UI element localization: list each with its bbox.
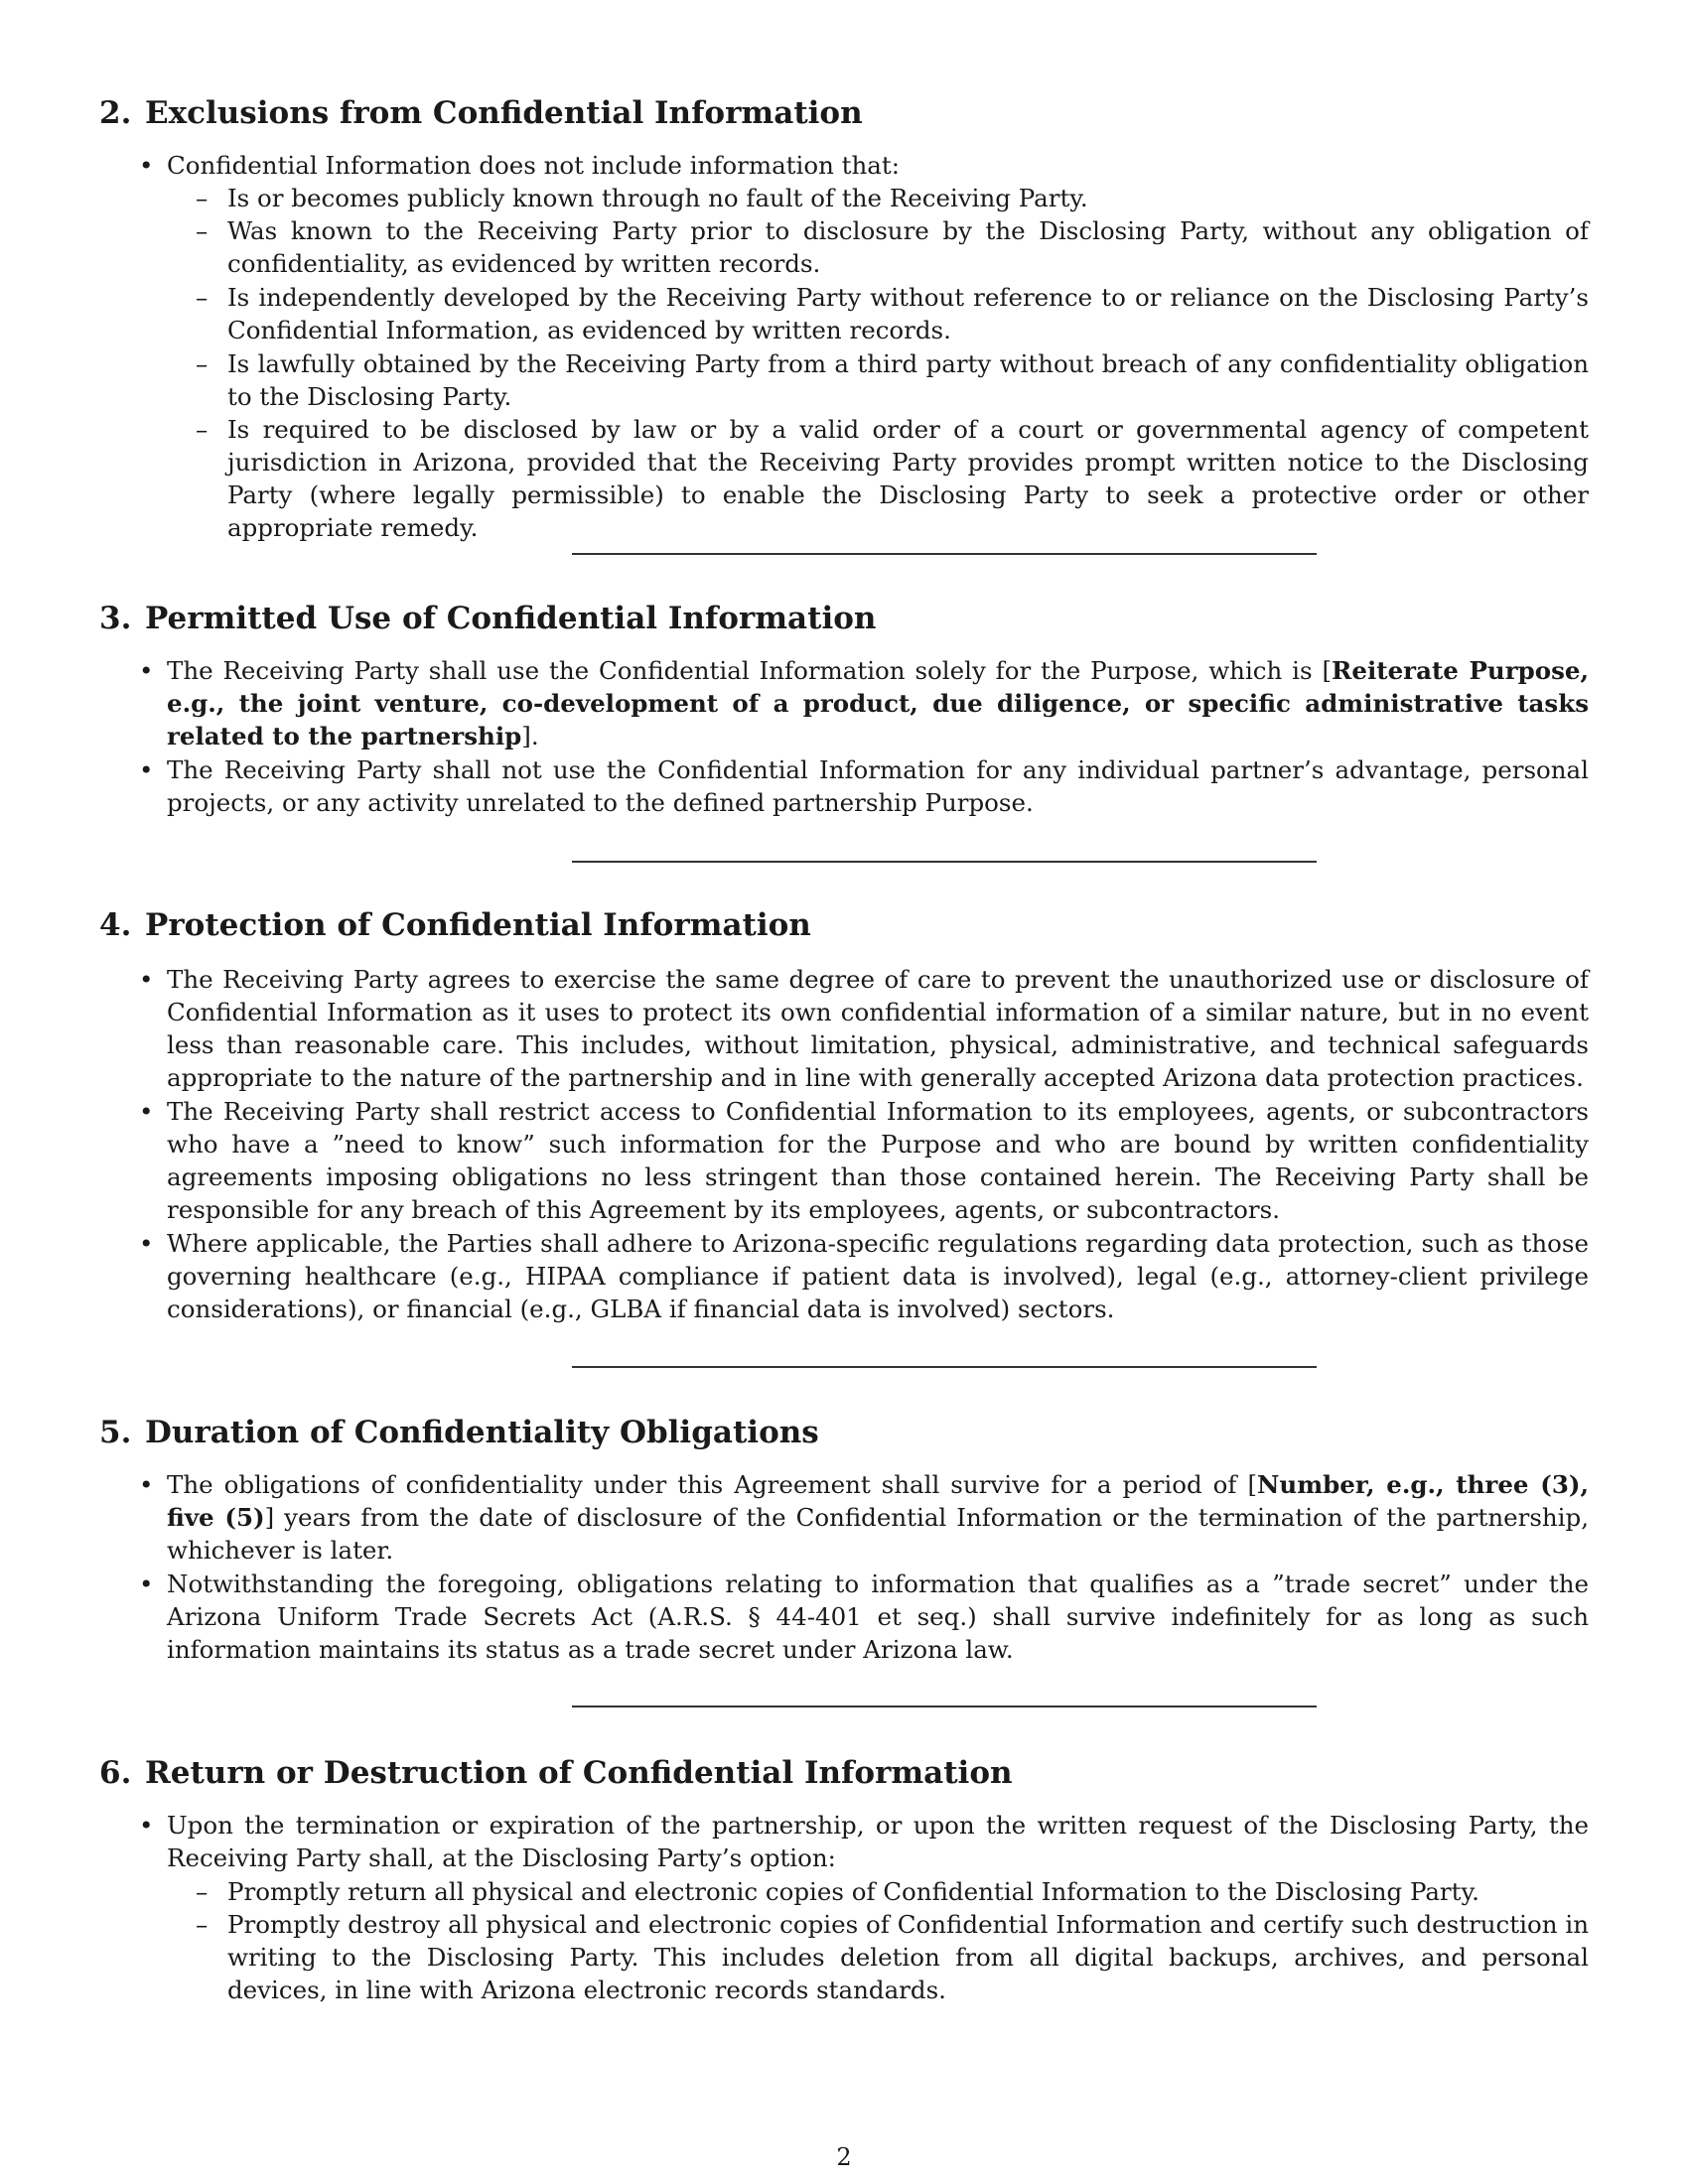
placeholder-text: Reiterate Purpose, e.g., the joint venture, co-development of a product, due diligence, or specific administrative tasks related to the partnership [167,656,1589,751]
list-item [139,1468,1589,1567]
dash-icon: – [196,415,209,444]
item-text: Upon the termination or expiration of the partnership, or upon the written request of the Disclosing Party, the Receiving Party shall, at the Disclosing Party’s option: [167,1811,1589,1872]
section-title: Return or Destruction of Confidential Information [145,1755,1013,1791]
sub-list-item [196,1875,1589,1908]
sub-list-item [196,347,1589,413]
item-text: The obligations of confidentiality under this Agreement shall survive for a period of [ [167,1470,1258,1499]
item-text: Is required to be disclosed by law or by a valid order of a court or governmental agency of competent jurisdiction in Arizona, provided that the Receiving Party provides prompt written notice to the Disclosing Party (where legally permissible) to enable the Disclosing Party to seek a protective order or other appropriate remedy. [227,415,1589,542]
sub-list-item [196,281,1589,346]
item-text: The Receiving Party shall use the Confidential Information solely for the Purpose, which is [ [167,656,1332,685]
dash-icon: – [196,1910,209,1939]
item-text: Where applicable, the Parties shall adhere to Arizona-specific regulations regarding data protection, such as those governing healthcare (e.g., HIPAA compliance if patient data is involved), legal (e.g., attorney-client privilege considerations), or financial (e.g., GLBA if financial data is involved) sectors. [167,1229,1589,1323]
bullet-icon: • [139,151,154,180]
dash-icon: – [196,283,209,312]
bullet-icon: • [139,755,154,784]
item-text: The Receiving Party shall not use the Confidential Information for any individual partner’s advantage, personal projects, or any activity unrelated to the defined partnership Purpose. [167,755,1589,817]
list-item [139,753,1589,819]
list-item [139,149,1589,182]
section-title: Duration of Confidentiality Obligations [145,1415,819,1450]
list-item [139,1095,1589,1226]
bullet-icon: • [139,1470,154,1499]
item-text: Promptly destroy all physical and electronic copies of Confidential Information and certify such destruction in writing to the Disclosing Party. This includes deletion from all digital backups, archives, and personal devices, in line with Arizona electronic records standards. [227,1910,1589,2004]
section-title: Exclusions from Confidential Information [145,95,863,131]
sub-list-item [196,413,1589,544]
bullet-icon: • [139,1811,154,1840]
item-text: The Receiving Party shall restrict access to Confidential Information to its employees, agents, or subcontractors who have a ”need to know” such information for the Purpose and who are bound by written confidentiality agreements imposing obligations no less stringent than those contained herein. The Receiving Party shall be responsible for any breach of this Agreement by its employees, agents, or subcontractors. [167,1097,1589,1224]
section-divider [572,1706,1317,1707]
dash-icon: – [196,1877,209,1906]
bullet-icon: • [139,1570,154,1598]
section-number: 5. [99,1415,132,1450]
list-item [139,963,1589,1094]
document-page [99,0,1589,2184]
item-text: Promptly return all physical and electronic copies of Confidential Information to the Disclosing Party. [227,1877,1479,1906]
list-item [139,1227,1589,1325]
item-text: Confidential Information does not include information that: [167,151,901,180]
item-text: Is or becomes publicly known through no fault of the Receiving Party. [227,184,1088,212]
section-title: Permitted Use of Confidential Information [145,601,877,636]
sub-list-item [196,214,1589,280]
list-item [139,1568,1589,1666]
section-heading [99,95,863,131]
bullet-icon: • [139,1229,154,1258]
list-item [139,654,1589,752]
bullet-icon: • [139,1097,154,1126]
page-number: 2 [836,2143,852,2171]
section-heading [99,1415,819,1450]
placeholder-text: Number, e.g., three (3), five (5) [167,1470,1589,1532]
dash-icon: – [196,216,209,245]
section-divider [572,861,1317,863]
item-text: The Receiving Party agrees to exercise the same degree of care to prevent the unauthorized use or disclosure of Confidential Information as it uses to protect its own confidential information of a similar nature, but in no event less than reasonable care. This includes, without limitation, physical, administrative, and technical safeguards appropriate to the nature of the partnership and in line with generally accepted Arizona data protection practices. [167,965,1589,1092]
dash-icon: – [196,184,209,212]
section-number: 3. [99,601,132,636]
section-heading [99,1755,1013,1791]
item-text: ]. [521,722,539,751]
bullet-icon: • [139,965,154,994]
section-title: Protection of Confidential Information [145,907,811,943]
section-heading [99,601,876,636]
bullet-icon: • [139,656,154,685]
dash-icon: – [196,349,209,378]
item-text: Was known to the Receiving Party prior to disclosure by the Disclosing Party, without any obligation of confidentiality, as evidenced by written records. [227,216,1589,278]
list-item [139,1809,1589,1874]
item-text: ] years from the date of disclosure of the Confidential Information or the termination of the partnership, whichever is later. [167,1503,1589,1565]
sub-list-item [196,1908,1589,2006]
item-text: Is lawfully obtained by the Receiving Party from a third party without breach of any confidentiality obligation to the Disclosing Party. [227,349,1589,411]
item-text: Is independently developed by the Receiving Party without reference to or reliance on the Disclosing Party’s Confidential Information, as evidenced by written records. [227,283,1589,344]
sub-list-item [196,182,1589,214]
section-number: 4. [99,907,132,943]
section-divider [572,553,1317,555]
section-number: 6. [99,1755,132,1791]
section-divider [572,1366,1317,1368]
section-heading [99,907,811,943]
item-text: Notwithstanding the foregoing, obligations relating to information that qualifies as a ”trade secret” under the Arizona Uniform Trade Secrets Act (A.R.S. § 44-401 et seq.) shall survive indefinitely for as long as such information maintains its status as a trade secret under Arizona law. [167,1570,1589,1664]
section-number: 2. [99,95,132,131]
